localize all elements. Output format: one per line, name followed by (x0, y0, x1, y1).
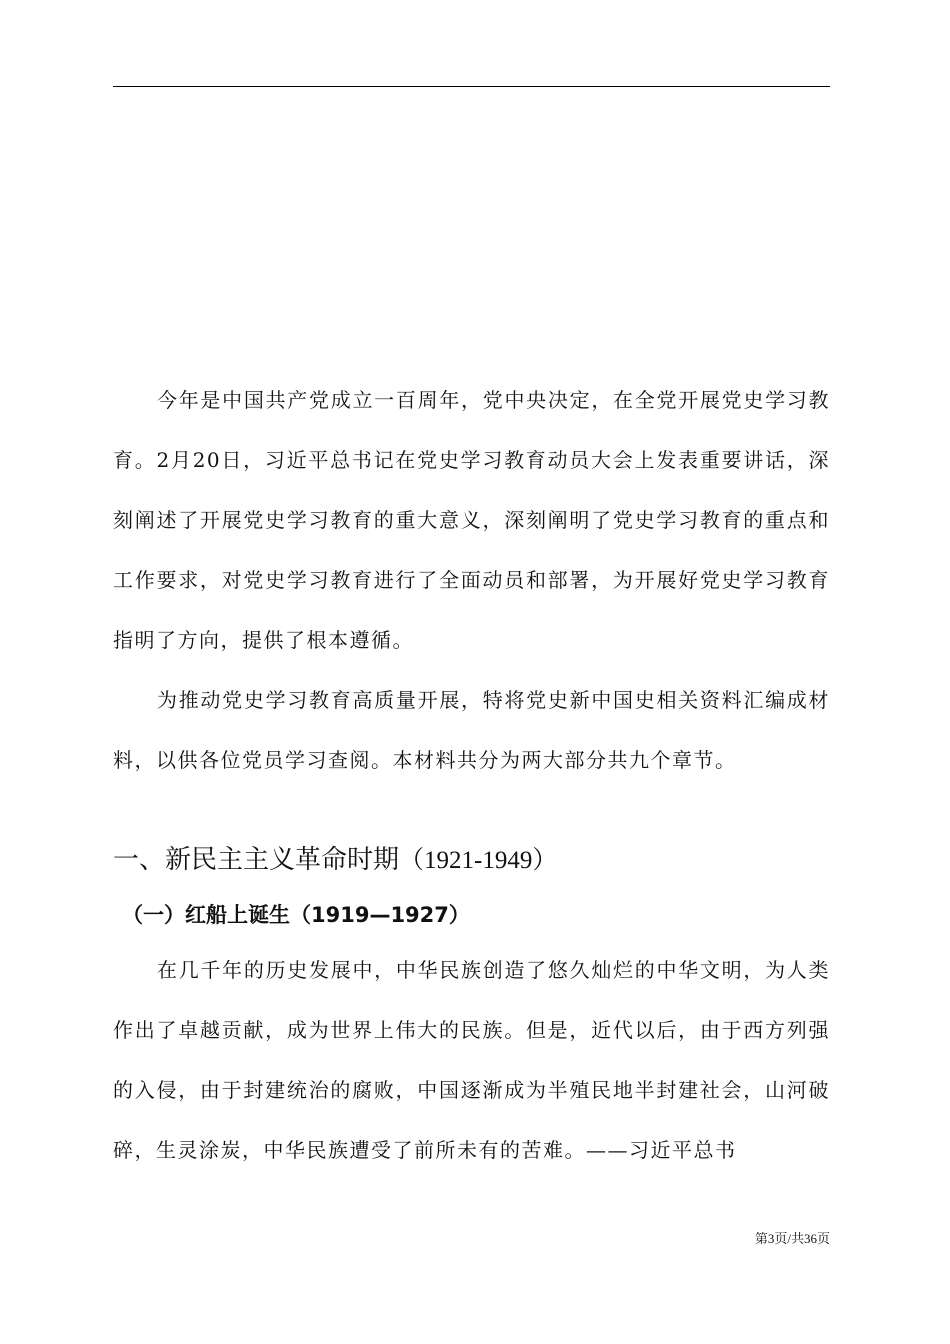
section-years: （1921-1949） (399, 847, 558, 874)
body-section (113, 940, 830, 1180)
section-heading (113, 840, 830, 881)
section-title: 一、新民主主义革命时期 (113, 845, 400, 875)
page-number: 第3页/共36页 (754, 1231, 830, 1246)
subsection-heading: （一）红船上诞生（1919—1927） (122, 903, 470, 927)
body-paragraph: 在几千年的历史发展中，中华民族创造了悠久灿烂的中华文明，为人类作出了卓越贡献，成为世界上伟大的民族。但是，近代以后，由于西方列强的入侵，由于封建统治的腐败，中国逐渐成为半殖民地半封建社会，山河破碎，生灵涂炭，中华民族遭受了前所未有的苦难。——习近平总书 (113, 958, 830, 1162)
intro-paragraph-1: 今年是中国共产党成立一百周年，党中央决定，在全党开展党史学习教育。2月20日，习近平总书记在党史学习教育动员大会上发表重要讲话，深刻阐述了开展党史学习教育的重大意义，深刻阐明了党史学习教育的重点和工作要求，对党史学习教育进行了全面动员和部署，为开展好党史学习教育指明了方向，提供了根本遵循。 (113, 388, 830, 652)
intro-section (113, 370, 830, 790)
header-rule (113, 86, 830, 87)
intro-paragraph-2: 为推动党史学习教育高质量开展，特将党史新中国史相关资料汇编成材料，以供各位党员学习查阅。本材料共分为两大部分共九个章节。 (113, 688, 830, 772)
